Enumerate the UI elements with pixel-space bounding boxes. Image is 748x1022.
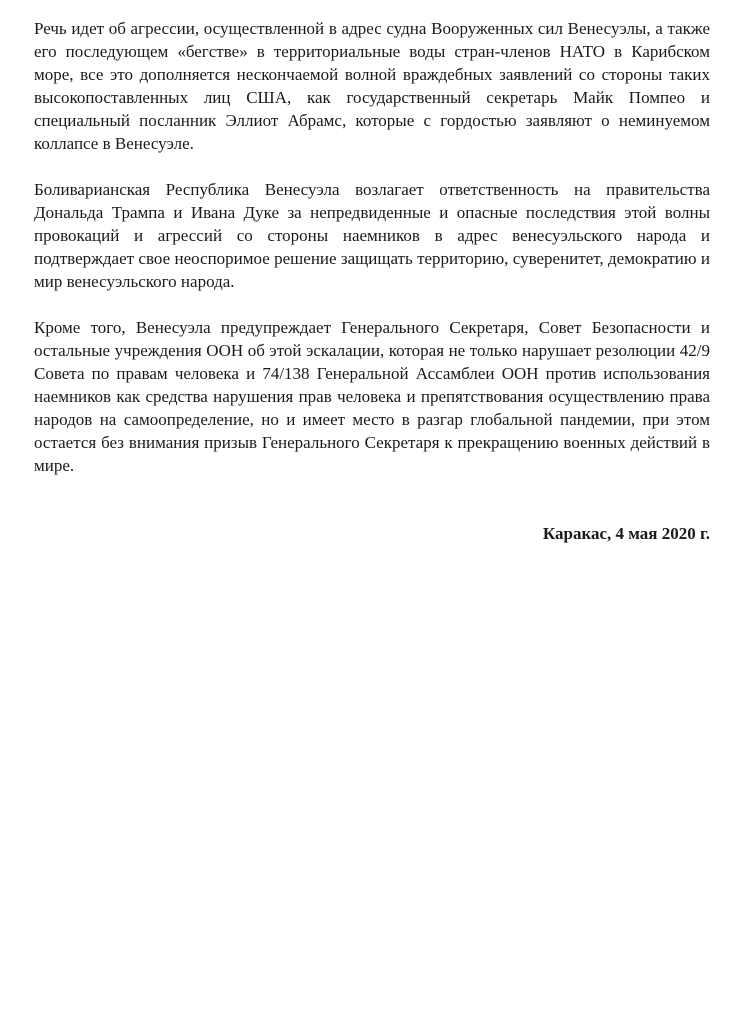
place-date-signature: Каракас, 4 мая 2020 г.: [542, 524, 710, 543]
paragraph-aggression: Речь идет об агрессии, осуществленной в адрес судна Вооруженных сил Венесуэлы, а также его последующем «бегстве» в территориальные воды стран-членов НАТО в Карибском море, все это дополняется нескончаемой волной враждебных заявлений со стороны таких высокопоставленных лиц США, как государственный секретарь Майк Помпео и специальный посланник Эллиот Абрамс, которые с гордостью заявляют о неминуемом коллапсе в Венесуэле.: [34, 19, 710, 153]
paragraph-responsibility: Боливарианская Республика Венесуэла возлагает ответственность на правительства Дональда Трампа и Ивана Дуке за непредвиденные и опасные последствия этой волны провокаций и агрессий со стороны наемников в адрес венесуэльского народа и подтверждает свое неоспоримое решение защищать территорию, суверенитет, демократию и мир венесуэльского народа.: [34, 180, 710, 291]
paragraph-warning: Кроме того, Венесуэла предупреждает Генерального Секретаря, Совет Безопасности и остальные учреждения ООН об этой эскалации, которая не только нарушает резолюции 42/9 Совета по правам человека и 74/138 Генеральной Ассамблеи ООН против использования наемников как средства нарушения прав человека и препятствования осуществлению права народов на самоопределение, но и имеет место в разгар глобальной пандемии, при этом остается без внимания призыв Генерального Секретаря к прекращению военных действий в мире.: [34, 318, 710, 475]
document-page: [34, 17, 710, 545]
